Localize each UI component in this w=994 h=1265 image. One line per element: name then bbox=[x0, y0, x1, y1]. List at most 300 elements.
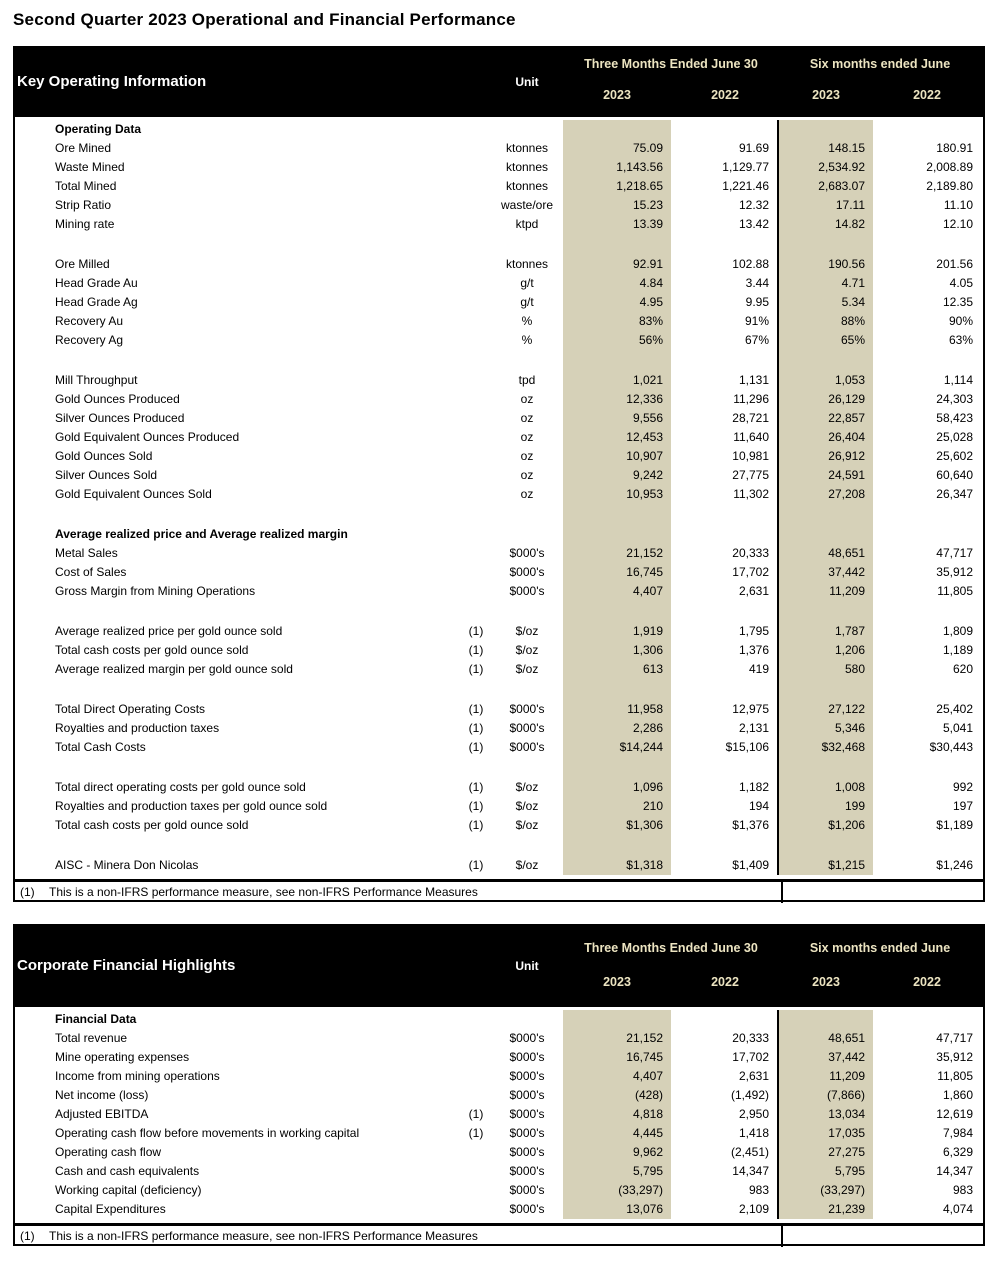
footnote-ref-cell bbox=[461, 215, 491, 234]
table-row bbox=[15, 778, 983, 797]
value-cell-3mo-2022: 1,376 bbox=[671, 641, 779, 660]
footnote-ref-cell bbox=[461, 1029, 491, 1048]
unit-cell: $000's bbox=[509, 1088, 545, 1102]
row-label: Mining rate bbox=[55, 217, 115, 231]
table-row bbox=[15, 139, 983, 158]
value-cell-6mo-2022: 180.91 bbox=[936, 141, 973, 155]
value-cell-6mo-2022: 12.10 bbox=[942, 217, 973, 231]
table-row bbox=[15, 660, 983, 679]
value-cell-3mo-2022: 17,702 bbox=[671, 1048, 779, 1067]
row-label: Gold Equivalent Ounces Produced bbox=[55, 430, 240, 444]
value-cell-3mo-2022: 10,981 bbox=[671, 447, 779, 466]
corporate-financial-highlights-table bbox=[13, 924, 985, 1246]
row-label: Head Grade Au bbox=[55, 276, 138, 290]
value-cell-6mo-2022 bbox=[873, 525, 981, 544]
row-label: Average realized price and Average realized margin bbox=[55, 527, 348, 541]
value-cell-6mo-2022 bbox=[873, 350, 981, 371]
value-cell-3mo-2023: 56% bbox=[563, 331, 671, 350]
value-cell-6mo-2022: 2,008.89 bbox=[926, 160, 973, 174]
unit-cell: $000's bbox=[509, 584, 545, 598]
footnote-ref-cell bbox=[461, 447, 491, 466]
footnote-ref-cell: (1) bbox=[468, 662, 484, 676]
table-row bbox=[15, 371, 983, 390]
unit-cell: $/oz bbox=[515, 780, 539, 794]
blank-row bbox=[15, 679, 983, 700]
value-cell-3mo-2022: 1,131 bbox=[671, 371, 779, 390]
row-label: Operating cash flow before movements in working capital bbox=[55, 1126, 360, 1140]
footnote-ref-cell: (1) bbox=[468, 858, 484, 872]
value-cell-3mo-2023: $1,318 bbox=[563, 856, 671, 875]
unit-cell: g/t bbox=[520, 295, 534, 309]
value-cell-3mo-2022: $1,376 bbox=[671, 816, 779, 835]
table-row bbox=[15, 293, 983, 312]
unit-cell: oz bbox=[520, 487, 534, 501]
value-cell-6mo-2022: $1,189 bbox=[936, 818, 973, 832]
footnote-text: This is a non-IFRS performance measure, see non-IFRS Performance Measures bbox=[49, 1229, 478, 1243]
footnote-ref-cell bbox=[461, 525, 491, 544]
footnote-ref-cell bbox=[461, 312, 491, 331]
footnote-ref-cell: (1) bbox=[468, 799, 484, 813]
value-cell-6mo-2023: 1,053 bbox=[779, 371, 873, 390]
row-label: Ore Milled bbox=[55, 257, 110, 271]
table-row bbox=[15, 390, 983, 409]
value-cell-6mo-2022: 201.56 bbox=[936, 257, 973, 271]
value-cell-6mo-2023: $32,468 bbox=[779, 738, 873, 757]
value-cell-3mo-2022: 1,221.46 bbox=[671, 177, 779, 196]
value-cell-3mo-2022: 13.42 bbox=[671, 215, 779, 234]
footnote-ref-cell bbox=[461, 1086, 491, 1105]
value-cell-3mo-2022: 91.69 bbox=[671, 139, 779, 158]
value-cell-3mo-2023: 16,745 bbox=[563, 1048, 671, 1067]
value-cell-6mo-2022: 35,912 bbox=[936, 565, 973, 579]
row-label: Gross Margin from Mining Operations bbox=[55, 584, 256, 598]
value-cell-3mo-2023: 10,907 bbox=[563, 447, 671, 466]
value-cell-6mo-2022: 4,074 bbox=[942, 1202, 973, 1216]
table-row bbox=[15, 158, 983, 177]
value-cell-3mo-2023 bbox=[563, 350, 671, 371]
value-cell-3mo-2023: 21,152 bbox=[563, 1029, 671, 1048]
footnote-ref-cell bbox=[461, 139, 491, 158]
value-cell-6mo-2023: 2,683.07 bbox=[779, 177, 873, 196]
footnote-ref-cell: (1) bbox=[468, 818, 484, 832]
value-cell-6mo-2023: 148.15 bbox=[779, 139, 873, 158]
year-column-header: 2023 bbox=[812, 87, 840, 102]
unit-cell: $/oz bbox=[515, 858, 539, 872]
value-cell-6mo-2023: 5,795 bbox=[779, 1162, 873, 1181]
year-column-header: 2023 bbox=[603, 87, 631, 102]
value-cell-3mo-2022 bbox=[671, 234, 779, 255]
table-row bbox=[15, 215, 983, 234]
value-cell-6mo-2022: 47,717 bbox=[936, 546, 973, 560]
footnote-ref-cell bbox=[461, 835, 491, 856]
value-cell-3mo-2022: (2,451) bbox=[671, 1143, 779, 1162]
footnote-empty-cell bbox=[781, 1226, 983, 1247]
value-cell-3mo-2022: 11,296 bbox=[671, 390, 779, 409]
value-cell-3mo-2023: 210 bbox=[563, 797, 671, 816]
value-cell-6mo-2023: 88% bbox=[779, 312, 873, 331]
table-row bbox=[15, 1086, 983, 1105]
value-cell-6mo-2022: 63% bbox=[948, 333, 973, 347]
value-cell-6mo-2022: 58,423 bbox=[936, 411, 973, 425]
footnote-empty-cell bbox=[781, 882, 983, 903]
row-label: Total cash costs per gold ounce sold bbox=[55, 818, 249, 832]
table-row bbox=[15, 1048, 983, 1067]
table-row bbox=[15, 1105, 983, 1124]
value-cell-6mo-2023: 1,008 bbox=[779, 778, 873, 797]
value-cell-3mo-2022: 12,975 bbox=[671, 700, 779, 719]
value-cell-6mo-2022 bbox=[873, 234, 981, 255]
value-cell-6mo-2023: 2,534.92 bbox=[779, 158, 873, 177]
value-cell-3mo-2022: 14,347 bbox=[671, 1162, 779, 1181]
unit-cell: $000's bbox=[509, 1050, 545, 1064]
unit-cell: ktonnes bbox=[505, 141, 549, 155]
footnote-ref-cell bbox=[461, 371, 491, 390]
table-row bbox=[15, 738, 983, 757]
unit-cell: oz bbox=[520, 411, 534, 425]
table-title: Key Operating Information bbox=[17, 73, 207, 90]
table-row bbox=[15, 1143, 983, 1162]
table-row bbox=[15, 1162, 983, 1181]
value-cell-3mo-2023: (33,297) bbox=[563, 1181, 671, 1200]
value-cell-6mo-2023: $1,206 bbox=[779, 816, 873, 835]
footnote-ref-cell: (1) bbox=[468, 1126, 484, 1140]
footnote-ref-cell bbox=[461, 563, 491, 582]
footnote-ref-cell bbox=[461, 485, 491, 504]
footnote-ref-cell bbox=[461, 350, 491, 371]
value-cell-3mo-2022: $1,409 bbox=[671, 856, 779, 875]
value-cell-6mo-2022: 11,805 bbox=[937, 1069, 973, 1083]
table-header bbox=[13, 46, 985, 117]
value-cell-3mo-2022: 2,631 bbox=[671, 1067, 779, 1086]
value-cell-6mo-2022: 1,809 bbox=[942, 624, 973, 638]
value-cell-3mo-2023: 9,962 bbox=[563, 1143, 671, 1162]
section-row bbox=[15, 525, 983, 544]
value-cell-6mo-2023: (33,297) bbox=[779, 1181, 873, 1200]
value-cell-3mo-2022 bbox=[671, 350, 779, 371]
table-row bbox=[15, 196, 983, 215]
value-cell-6mo-2023: 48,651 bbox=[779, 1029, 873, 1048]
value-cell-6mo-2023: 21,239 bbox=[779, 1200, 873, 1219]
value-cell-3mo-2022: 2,631 bbox=[671, 582, 779, 601]
row-label: Silver Ounces Produced bbox=[55, 411, 185, 425]
value-cell-6mo-2022: $30,443 bbox=[929, 740, 973, 754]
row-label: AISC - Minera Don Nicolas bbox=[55, 858, 199, 872]
table-title: Corporate Financial Highlights bbox=[17, 957, 236, 974]
year-column-header: 2022 bbox=[711, 87, 739, 102]
value-cell-6mo-2022: 1,189 bbox=[942, 643, 973, 657]
table-row bbox=[15, 1067, 983, 1086]
value-cell-3mo-2023: 21,152 bbox=[563, 544, 671, 563]
value-cell-3mo-2023: 16,745 bbox=[563, 563, 671, 582]
year-column-header: 2022 bbox=[711, 974, 739, 989]
table-row bbox=[15, 1200, 983, 1219]
unit-column-header: Unit bbox=[515, 74, 539, 89]
row-label bbox=[15, 601, 461, 622]
row-label: Silver Ounces Sold bbox=[55, 468, 158, 482]
value-cell-6mo-2022: 11,805 bbox=[937, 584, 973, 598]
value-cell-3mo-2023: 2,286 bbox=[563, 719, 671, 738]
value-cell-6mo-2022 bbox=[873, 601, 981, 622]
unit-cell bbox=[491, 350, 563, 371]
table-row bbox=[15, 1029, 983, 1048]
value-cell-3mo-2022: 1,129.77 bbox=[671, 158, 779, 177]
value-cell-6mo-2023: 11,209 bbox=[779, 582, 873, 601]
row-label: Income from mining operations bbox=[55, 1069, 220, 1083]
value-cell-3mo-2022: 983 bbox=[671, 1181, 779, 1200]
unit-cell: $000's bbox=[509, 1183, 545, 1197]
value-cell-6mo-2022: 35,912 bbox=[936, 1050, 973, 1064]
value-cell-6mo-2023 bbox=[779, 835, 873, 856]
footnote-ref-cell: (1) bbox=[468, 1107, 484, 1121]
value-cell-6mo-2022: 983 bbox=[952, 1183, 973, 1197]
row-label: Total Mined bbox=[55, 179, 117, 193]
blank-row bbox=[15, 757, 983, 778]
value-cell-3mo-2023: 4,407 bbox=[563, 1067, 671, 1086]
value-cell-6mo-2023: 580 bbox=[779, 660, 873, 679]
value-cell-6mo-2023: 17.11 bbox=[779, 196, 873, 215]
value-cell-3mo-2023: 92.91 bbox=[563, 255, 671, 274]
value-cell-3mo-2022: 419 bbox=[671, 660, 779, 679]
value-cell-6mo-2023: 199 bbox=[779, 797, 873, 816]
value-cell-6mo-2022: 90% bbox=[948, 314, 973, 328]
table-row bbox=[15, 466, 983, 485]
value-cell-3mo-2023: 9,242 bbox=[563, 466, 671, 485]
footnote-ref-cell bbox=[461, 331, 491, 350]
table-row bbox=[15, 700, 983, 719]
footnote-ref-cell bbox=[461, 679, 491, 700]
value-cell-3mo-2023: 75.09 bbox=[563, 139, 671, 158]
footnote-ref-cell bbox=[461, 504, 491, 525]
row-label bbox=[15, 350, 461, 371]
year-column-header: 2023 bbox=[812, 974, 840, 989]
row-label bbox=[15, 757, 461, 778]
column-group-label: Six months ended June bbox=[809, 941, 951, 955]
unit-cell bbox=[491, 757, 563, 778]
value-cell-6mo-2023: 27,208 bbox=[779, 485, 873, 504]
table-row bbox=[15, 428, 983, 447]
value-cell-3mo-2023: 4,818 bbox=[563, 1105, 671, 1124]
value-cell-6mo-2022: $1,246 bbox=[936, 858, 973, 872]
unit-cell: ktonnes bbox=[505, 179, 549, 193]
table-row bbox=[15, 582, 983, 601]
value-cell-3mo-2022: 27,775 bbox=[671, 466, 779, 485]
blank-row bbox=[15, 504, 983, 525]
footnote-ref-cell: (1) bbox=[468, 740, 484, 754]
value-cell-6mo-2022: 14,347 bbox=[936, 1164, 973, 1178]
row-label: Total direct operating costs per gold ounce sold bbox=[55, 780, 306, 794]
value-cell-3mo-2023: 1,919 bbox=[563, 622, 671, 641]
footnote-marker: (1) bbox=[20, 885, 35, 899]
footnote-ref-cell bbox=[461, 293, 491, 312]
footnote-ref-cell bbox=[461, 1067, 491, 1086]
value-cell-6mo-2023: 14.82 bbox=[779, 215, 873, 234]
footnote-marker: (1) bbox=[20, 1229, 35, 1243]
footnote-ref-cell bbox=[461, 409, 491, 428]
footnote-ref-cell: (1) bbox=[468, 780, 484, 794]
value-cell-3mo-2023: 4.84 bbox=[563, 274, 671, 293]
row-label: Strip Ratio bbox=[55, 198, 112, 212]
value-cell-3mo-2023: 1,021 bbox=[563, 371, 671, 390]
value-cell-3mo-2023: 83% bbox=[563, 312, 671, 331]
value-cell-3mo-2022 bbox=[671, 835, 779, 856]
row-label: Operating Data bbox=[55, 122, 142, 136]
table-row bbox=[15, 563, 983, 582]
unit-cell: $/oz bbox=[515, 643, 539, 657]
footnote-ref-cell bbox=[461, 158, 491, 177]
value-cell-3mo-2023: 13,076 bbox=[563, 1200, 671, 1219]
value-cell-6mo-2023: 5.34 bbox=[779, 293, 873, 312]
value-cell-6mo-2022: 12.35 bbox=[942, 295, 973, 309]
row-label: Cash and cash equivalents bbox=[55, 1164, 200, 1178]
footnote-ref-cell bbox=[461, 466, 491, 485]
value-cell-6mo-2023: 1,206 bbox=[779, 641, 873, 660]
unit-cell bbox=[491, 1010, 563, 1029]
value-cell-3mo-2022: 3.44 bbox=[671, 274, 779, 293]
value-cell-3mo-2022: 11,302 bbox=[671, 485, 779, 504]
value-cell-6mo-2022: 47,717 bbox=[936, 1031, 973, 1045]
footnote-ref-cell bbox=[461, 544, 491, 563]
row-label: Average realized price per gold ounce sold bbox=[55, 624, 283, 638]
footnote-ref-cell bbox=[461, 1048, 491, 1067]
value-cell-3mo-2023 bbox=[563, 120, 671, 139]
value-cell-6mo-2023 bbox=[779, 350, 873, 371]
value-cell-6mo-2022 bbox=[873, 120, 981, 139]
value-cell-6mo-2022: 6,329 bbox=[942, 1145, 973, 1159]
value-cell-3mo-2023: 1,306 bbox=[563, 641, 671, 660]
row-label: Waste Mined bbox=[55, 160, 125, 174]
blank-row bbox=[15, 601, 983, 622]
row-label: Gold Ounces Sold bbox=[55, 449, 153, 463]
value-cell-6mo-2023: 11,209 bbox=[779, 1067, 873, 1086]
value-cell-6mo-2023: 13,034 bbox=[779, 1105, 873, 1124]
value-cell-3mo-2023: 11,958 bbox=[563, 700, 671, 719]
footnote-ref-cell: (1) bbox=[468, 643, 484, 657]
unit-cell: ktpd bbox=[515, 217, 539, 231]
unit-column-header: Unit bbox=[515, 958, 539, 973]
value-cell-3mo-2022: $15,106 bbox=[671, 738, 779, 757]
unit-cell bbox=[491, 234, 563, 255]
unit-cell: ktonnes bbox=[505, 257, 549, 271]
value-cell-3mo-2022: 2,131 bbox=[671, 719, 779, 738]
row-label: Net income (loss) bbox=[55, 1088, 149, 1102]
value-cell-6mo-2023: 26,912 bbox=[779, 447, 873, 466]
value-cell-3mo-2023 bbox=[563, 757, 671, 778]
table-row bbox=[15, 641, 983, 660]
key-operating-information-table bbox=[13, 46, 985, 902]
unit-cell: oz bbox=[520, 449, 534, 463]
unit-cell: $000's bbox=[509, 740, 545, 754]
value-cell-3mo-2023: $14,244 bbox=[563, 738, 671, 757]
footnote-ref-cell bbox=[461, 120, 491, 139]
value-cell-6mo-2022: 2,189.80 bbox=[926, 179, 973, 193]
value-cell-6mo-2023 bbox=[779, 525, 873, 544]
unit-cell: $000's bbox=[509, 1126, 545, 1140]
row-label: Mine operating expenses bbox=[55, 1050, 190, 1064]
row-label: Head Grade Ag bbox=[55, 295, 138, 309]
row-label: Total cash costs per gold ounce sold bbox=[55, 643, 249, 657]
table-body bbox=[13, 1007, 985, 1223]
value-cell-6mo-2022: 25,602 bbox=[936, 449, 973, 463]
value-cell-3mo-2023: 4.95 bbox=[563, 293, 671, 312]
value-cell-6mo-2022: 1,114 bbox=[943, 373, 973, 387]
row-label: Total revenue bbox=[55, 1031, 128, 1045]
year-column-header: 2022 bbox=[913, 87, 941, 102]
unit-cell: % bbox=[521, 314, 533, 328]
value-cell-3mo-2022: 91% bbox=[671, 312, 779, 331]
value-cell-6mo-2023: 26,404 bbox=[779, 428, 873, 447]
value-cell-3mo-2022: 28,721 bbox=[671, 409, 779, 428]
value-cell-3mo-2023 bbox=[563, 234, 671, 255]
value-cell-3mo-2023: 13.39 bbox=[563, 215, 671, 234]
value-cell-3mo-2023 bbox=[563, 525, 671, 544]
value-cell-6mo-2023: 26,129 bbox=[779, 390, 873, 409]
unit-cell: $000's bbox=[509, 546, 545, 560]
value-cell-3mo-2023 bbox=[563, 601, 671, 622]
value-cell-3mo-2022: 20,333 bbox=[671, 544, 779, 563]
footnote-text: This is a non-IFRS performance measure, see non-IFRS Performance Measures bbox=[49, 885, 478, 899]
footnote-ref-cell bbox=[461, 1162, 491, 1181]
value-cell-3mo-2022: (1,492) bbox=[671, 1086, 779, 1105]
footnote-ref-cell bbox=[461, 601, 491, 622]
row-label: Ore Mined bbox=[55, 141, 112, 155]
value-cell-6mo-2023: 37,442 bbox=[779, 1048, 873, 1067]
value-cell-6mo-2023: 4.71 bbox=[779, 274, 873, 293]
value-cell-6mo-2023 bbox=[779, 757, 873, 778]
row-label: Total Cash Costs bbox=[55, 740, 146, 754]
unit-cell: $/oz bbox=[515, 662, 539, 676]
value-cell-3mo-2023 bbox=[563, 679, 671, 700]
row-label: Financial Data bbox=[55, 1012, 137, 1026]
value-cell-3mo-2023: 1,218.65 bbox=[563, 177, 671, 196]
row-label: Recovery Ag bbox=[55, 333, 124, 347]
row-label: Operating cash flow bbox=[55, 1145, 162, 1159]
value-cell-3mo-2023 bbox=[563, 504, 671, 525]
unit-cell: $000's bbox=[509, 1107, 545, 1121]
table-row bbox=[15, 274, 983, 293]
value-cell-6mo-2023: 190.56 bbox=[779, 255, 873, 274]
value-cell-3mo-2023: 9,556 bbox=[563, 409, 671, 428]
row-label: Mill Throughput bbox=[55, 373, 138, 387]
value-cell-3mo-2023 bbox=[563, 1010, 671, 1029]
value-cell-6mo-2023: 1,787 bbox=[779, 622, 873, 641]
column-group-label: Three Months Ended June 30 bbox=[584, 941, 758, 955]
value-cell-6mo-2022 bbox=[873, 757, 981, 778]
value-cell-6mo-2023: 5,346 bbox=[779, 719, 873, 738]
table-row bbox=[15, 485, 983, 504]
unit-cell: tpd bbox=[518, 373, 536, 387]
row-label bbox=[15, 835, 461, 856]
value-cell-3mo-2023: 613 bbox=[563, 660, 671, 679]
value-cell-3mo-2022 bbox=[671, 1010, 779, 1029]
unit-cell: $000's bbox=[509, 1164, 545, 1178]
unit-cell: oz bbox=[520, 468, 534, 482]
value-cell-6mo-2022 bbox=[873, 504, 981, 525]
unit-cell: $/oz bbox=[515, 799, 539, 813]
footnote-ref-cell bbox=[461, 177, 491, 196]
value-cell-3mo-2022: 1,182 bbox=[671, 778, 779, 797]
unit-cell: $000's bbox=[509, 1202, 545, 1216]
value-cell-3mo-2022 bbox=[671, 504, 779, 525]
table-row bbox=[15, 1181, 983, 1200]
value-cell-3mo-2022: 11,640 bbox=[671, 428, 779, 447]
unit-cell bbox=[491, 601, 563, 622]
table-row bbox=[15, 719, 983, 738]
footnote-ref-cell bbox=[461, 1181, 491, 1200]
table-row bbox=[15, 312, 983, 331]
unit-cell bbox=[491, 679, 563, 700]
unit-cell: $000's bbox=[509, 1031, 545, 1045]
value-cell-6mo-2023: 65% bbox=[779, 331, 873, 350]
